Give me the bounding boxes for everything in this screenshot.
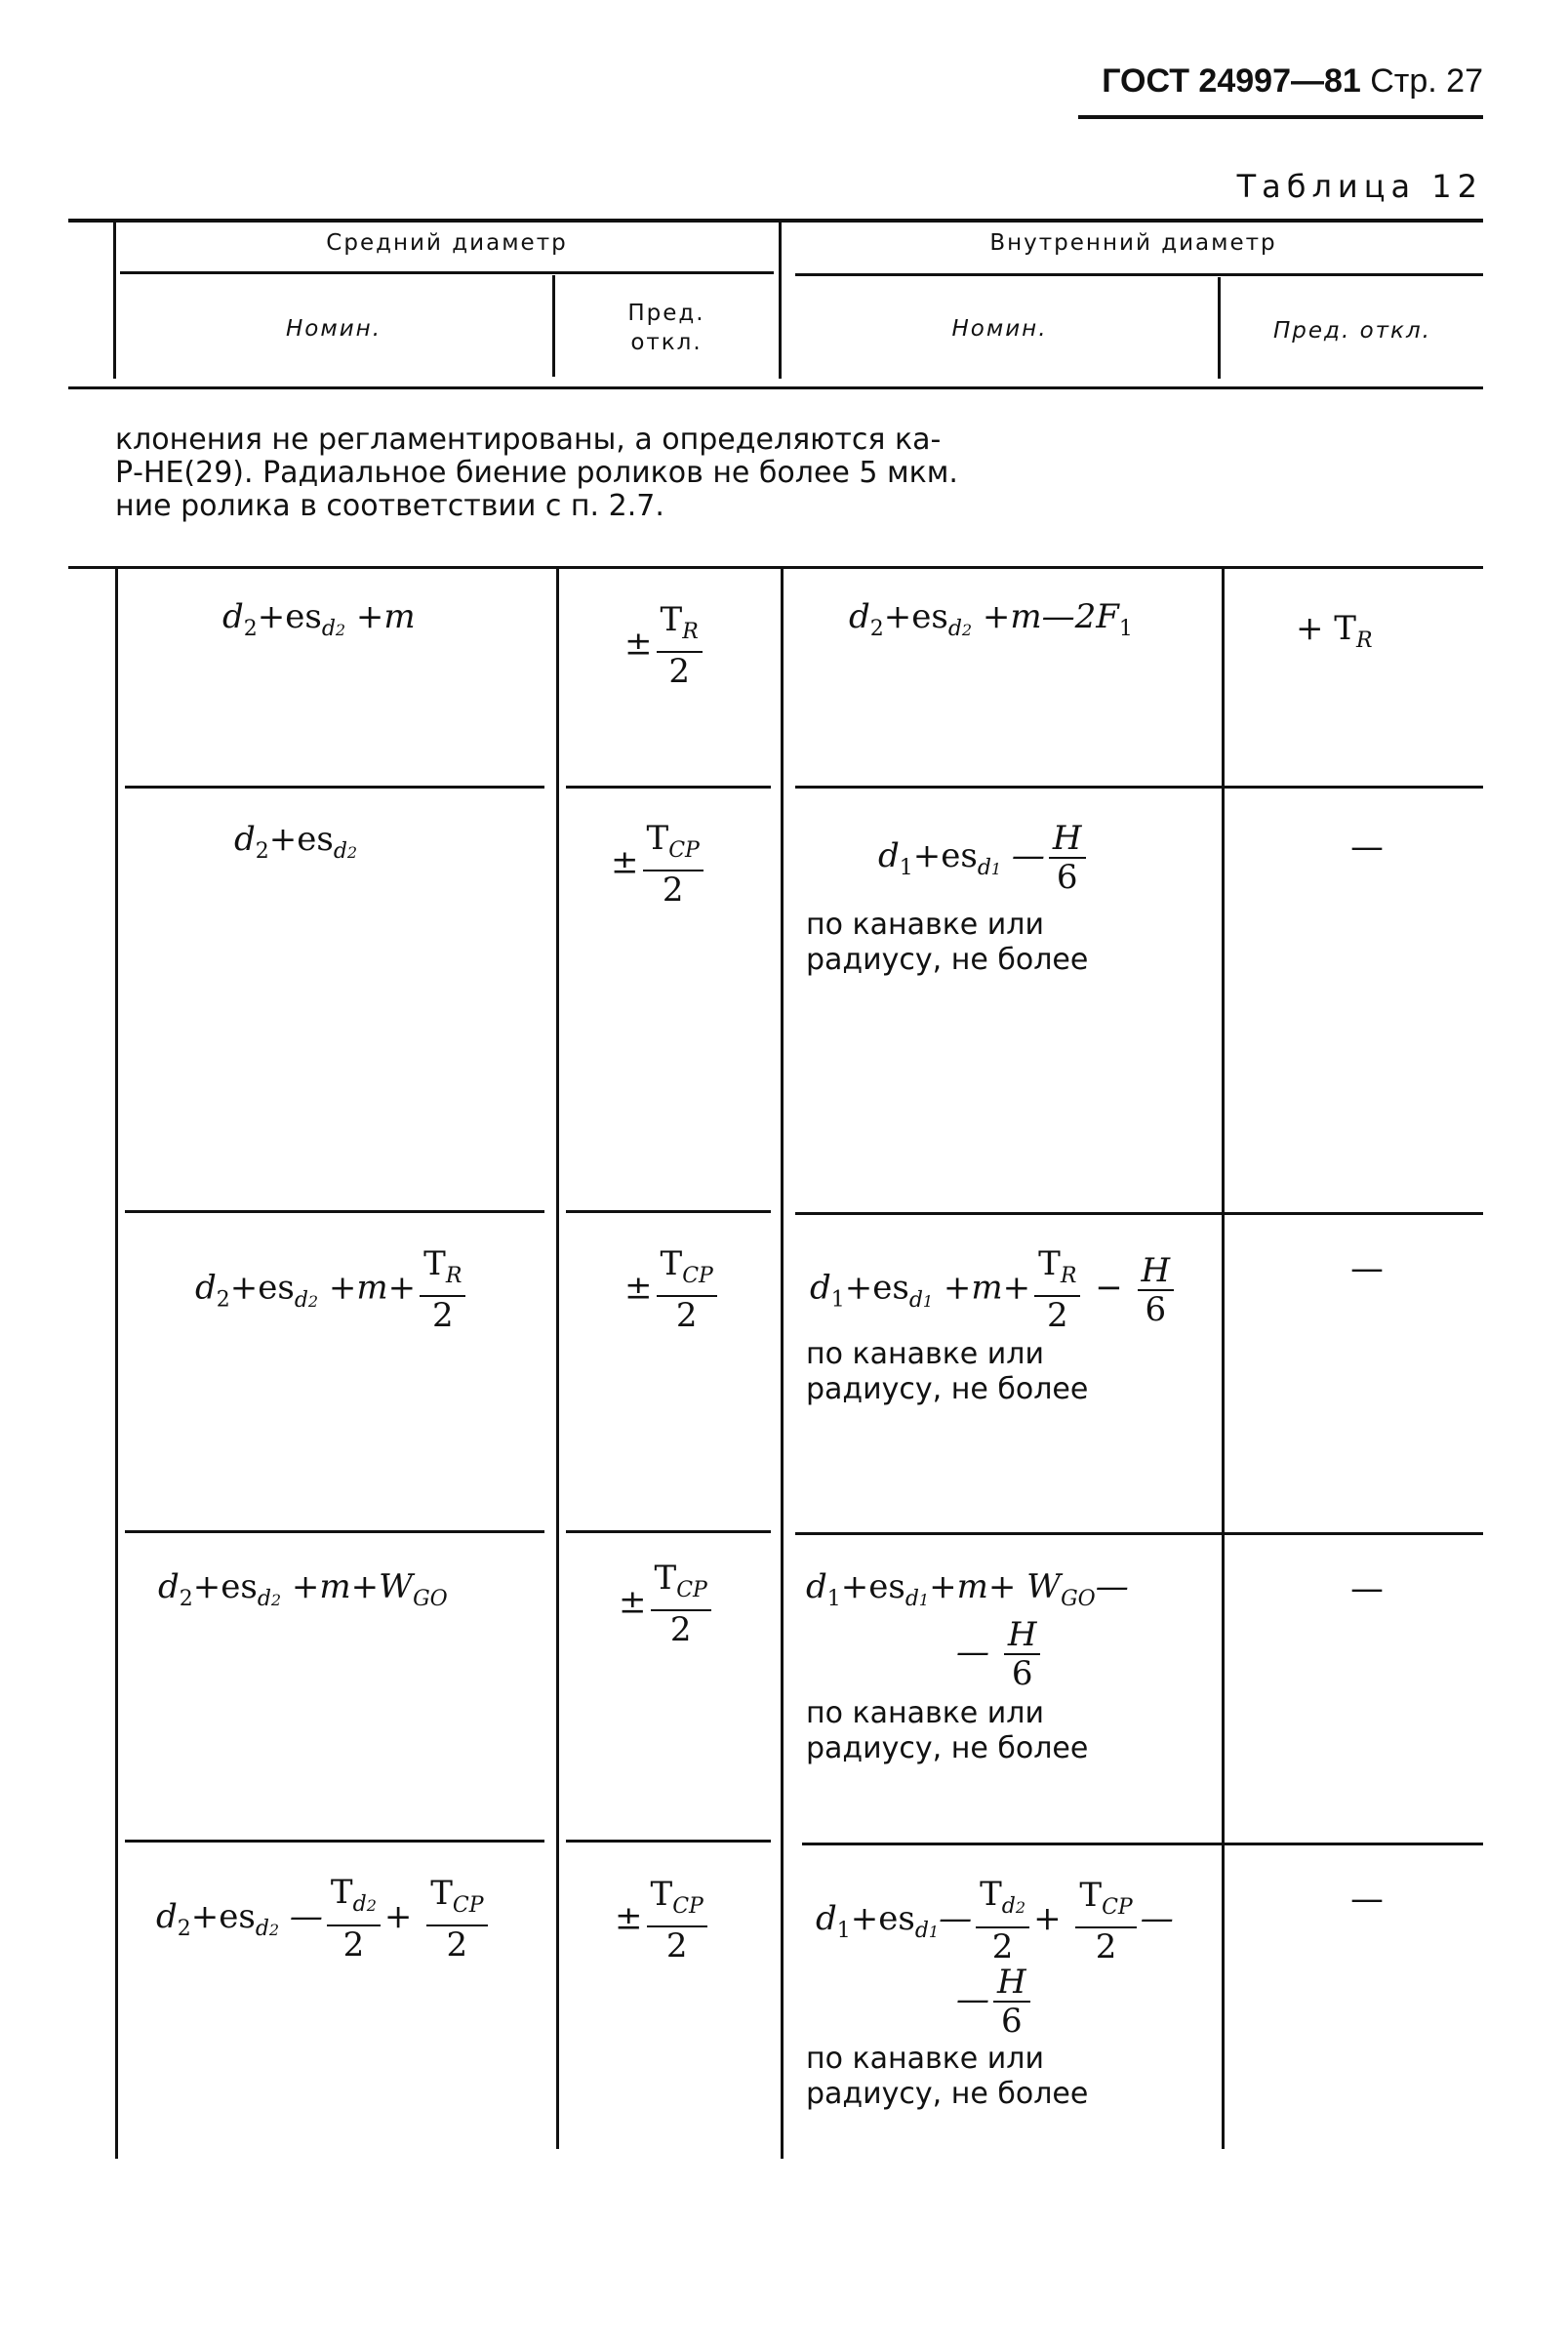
row5-mean-nominal: $d_2+es_{d2}$ — $\frac{T_{d2}}{2}$ + $\frac{T_{CP}}{2}$ [156, 1874, 492, 1964]
note-line: ние ролика в соответствии с п. 2.7. [115, 489, 664, 523]
table-head-bottom-rule [68, 386, 1483, 389]
fraction-denominator: 6 [1011, 1654, 1033, 1693]
row-separator [802, 1843, 1483, 1845]
row-separator [566, 1530, 771, 1533]
page-number: Стр. 27 [1370, 62, 1483, 100]
header-mean-deviation-line1: Пред. [627, 301, 705, 326]
table-head-group-divider [779, 221, 782, 379]
row1-mean-nominal: $d_2+es_{d2} +m$ [222, 597, 416, 641]
body-table-top-rule [68, 566, 1483, 569]
note-line: Р-НЕ(29). Радиальное биение роликов не более 5 мкм. [115, 456, 958, 490]
body-table-left-border [115, 568, 118, 2159]
pm-sign: ± [615, 1898, 643, 1938]
fraction-denominator: 2 [662, 871, 684, 910]
body-table-col-divider-2 [781, 568, 784, 2159]
row-separator [795, 786, 1483, 789]
fraction-denominator: 6 [1056, 858, 1078, 897]
row-separator [125, 1210, 544, 1213]
row3-inner-note [806, 1337, 1088, 1407]
group-rule-mean [120, 271, 774, 274]
row2-inner-note [806, 908, 1088, 978]
row2-mean-deviation: ± $\frac{T_{CP}}{2}$ [611, 820, 707, 909]
fraction-denominator: 2 [669, 1610, 692, 1649]
row2-inner-deviation: — [1350, 828, 1384, 867]
row5-mean-deviation: ± $\frac{T_{CP}}{2}$ [615, 1876, 711, 1965]
row-separator [125, 1530, 544, 1533]
row4-mean-deviation: ± $\frac{T_{CP}}{2}$ [619, 1560, 715, 1648]
fraction-denominator: 2 [1095, 1926, 1117, 1966]
row-separator [795, 1532, 1483, 1535]
row4-inner-nominal: $d_1+es_{d1}+m+$ $W_{GO}—$ [806, 1567, 1129, 1611]
header-inner-deviation: Пред. откл. [1273, 318, 1431, 344]
row5-inner-note [806, 2042, 1088, 2112]
row2-mean-nominal: $d_2+es_{d2}$ [234, 820, 358, 864]
row-separator [125, 1840, 544, 1843]
row1-inner-deviation: + $T_R$ [1296, 609, 1373, 653]
row4-mean-nominal: $d_2+es_{d2} +m+W_{GO}$ [158, 1567, 448, 1611]
row4-inner-note [806, 1696, 1088, 1766]
fraction-denominator: 2 [431, 1296, 454, 1335]
table-head-col-divider-3 [1218, 277, 1221, 379]
row3-mean-nominal: $d_2+es_{d2} +m+$ $\frac{T_R}{2}$ [195, 1245, 469, 1334]
header-mean-deviation-line2: откл. [630, 330, 703, 355]
note-groove-line1: по канавке или [806, 2042, 1044, 2076]
row5-inner-deviation: — [1350, 1880, 1384, 1919]
standard-number: ГОСТ 24997—81 [1102, 62, 1361, 100]
table-top-rule [68, 219, 1483, 223]
table-head-left-border [113, 221, 116, 379]
page-header [1064, 62, 1483, 101]
row-separator [795, 1212, 1483, 1215]
note-groove-line1: по канавке или [806, 1337, 1044, 1371]
body-table-col-divider-3 [1222, 568, 1225, 2149]
pm-sign: ± [624, 624, 653, 664]
row1-inner-nominal: $d_2+es_{d2}$ $+m—2F_1$ [849, 597, 1133, 641]
row-separator [566, 786, 771, 789]
header-inner-diameter: Внутренний диаметр [989, 230, 1277, 256]
row-separator [566, 1210, 771, 1213]
row4-inner-deviation: — [1350, 1569, 1384, 1608]
note-groove-line1: по канавке или [806, 1696, 1044, 1730]
header-mean-diameter: Средний диаметр [326, 230, 568, 256]
fraction-denominator: 6 [1001, 2002, 1023, 2041]
pm-sign: ± [611, 842, 639, 882]
row5-inner-nominal: $d_1+es_{d1}—$ $\frac{T_{d2}}{2}$ + $\frac{T_{CP}}{2}$ — [816, 1875, 1174, 1966]
note-paragraph [115, 424, 1091, 523]
group-rule-inner [795, 273, 1483, 276]
row3-inner-nominal: $d_1+es_{d1} +m+$ $\frac{T_R}{2}$ − $\frac{H}{6}$ [810, 1245, 1178, 1334]
note-groove-line2: радиусу, не более [806, 1731, 1089, 1765]
fraction-denominator: 2 [446, 1925, 468, 1965]
header-mean-nominal: Номин. [285, 316, 382, 342]
row-separator [566, 1840, 771, 1843]
fraction-denominator: 2 [991, 1927, 1014, 1966]
row1-mean-deviation: ± $\frac{T_R}{2}$ [624, 601, 706, 690]
body-table-col-divider-1 [556, 568, 559, 2149]
fraction-denominator: 6 [1145, 1289, 1167, 1329]
row4-inner-nominal-cont: — $\frac{H}{6}$ [956, 1616, 1044, 1692]
row3-inner-deviation: — [1350, 1249, 1384, 1288]
note-groove-line2: радиусу, не более [806, 2077, 1089, 2111]
pm-sign: ± [624, 1268, 653, 1308]
header-mean-deviation [556, 299, 777, 357]
fraction-denominator: 2 [1046, 1296, 1068, 1335]
row3-mean-deviation: ± $\frac{T_{CP}}{2}$ [624, 1245, 721, 1334]
header-rule [1078, 115, 1483, 119]
row5-inner-nominal-cont: — $\frac{H}{6}$ [956, 1964, 1034, 2040]
table-title: Таблица 12 [1236, 168, 1483, 205]
fraction-denominator: 2 [665, 1926, 688, 1965]
pm-sign: ± [619, 1582, 647, 1622]
note-groove-line2: радиусу, не более [806, 943, 1089, 977]
row-separator [125, 786, 544, 789]
fraction-denominator: 2 [668, 652, 690, 691]
row2-inner-nominal: $d_1+es_{d1}$ — $\frac{H}{6}$ [878, 820, 1090, 896]
note-line: клонения не регламентированы, а определяются ка- [115, 423, 942, 457]
header-inner-nominal: Номин. [951, 316, 1048, 342]
note-groove-line1: по канавке или [806, 908, 1044, 942]
fraction-denominator: 2 [342, 1925, 365, 1965]
fraction-denominator: 2 [675, 1296, 698, 1335]
note-groove-line2: радиусу, не более [806, 1372, 1089, 1406]
table-head-col-divider-1 [552, 275, 555, 377]
